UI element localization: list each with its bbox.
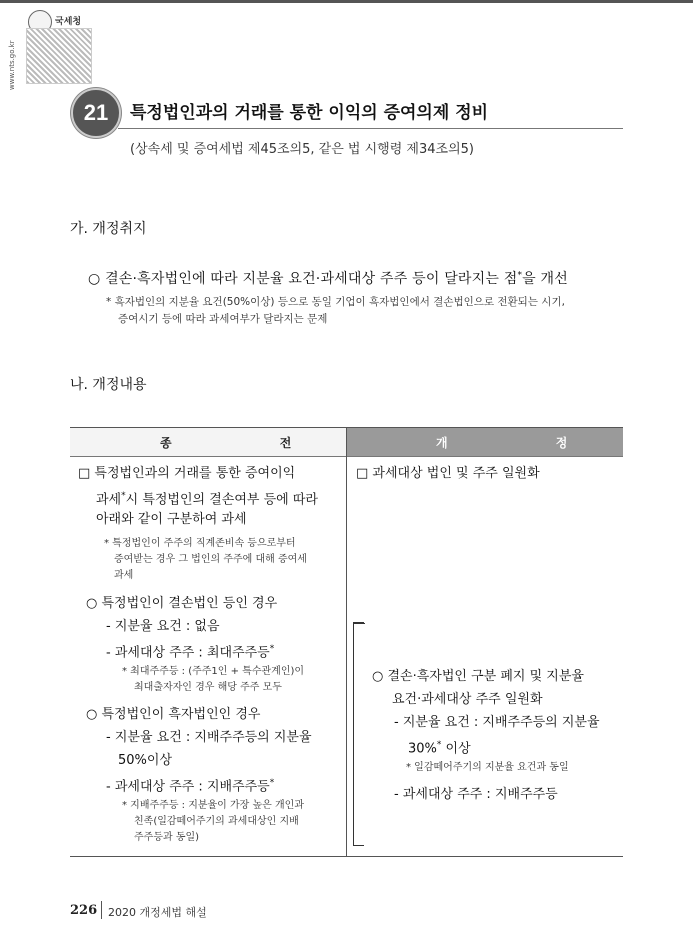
loss-ratio: - 지분율 요건 : 없음 <box>106 619 220 634</box>
purpose-note-1: * 흑자법인의 지분율 요건(50%이상) 등으로 동일 기업이 흑자법인에서 결손법인으로 전환되는 시기, <box>106 296 565 308</box>
before-line-2: 과세*시 특정법인의 결손여부 등에 따라 <box>96 491 318 508</box>
loss-target: - 과세대상 주주 : 최대주주등* <box>106 644 275 661</box>
section-number-badge: 21 <box>71 88 121 138</box>
profit-note-3: 주주등과 동일) <box>134 832 200 843</box>
after-bullet-2: 요건·과세대상 주주 일원화 <box>392 692 543 707</box>
section-title: 특정법인과의 거래를 통한 이익의 증여의제 정비 <box>130 103 489 123</box>
purpose-bullet: ○ 결손·흑자법인에 따라 지분율 요건·과세대상 주주 등이 달라지는 점*을 개선 <box>88 270 568 287</box>
column-divider <box>346 428 347 856</box>
qr-code <box>26 28 92 84</box>
footer-title: 2020 개정세법 해설 <box>108 906 207 919</box>
top-border <box>0 0 693 3</box>
agency-url: www.nts.go.kr <box>8 40 16 90</box>
before-line-3: 아래와 같이 구분하여 과세 <box>96 512 247 527</box>
title-underline <box>118 128 623 129</box>
after-target: - 과세대상 주주 : 지배주주등 <box>394 787 558 802</box>
before-line-1: □ 특정법인과의 거래를 통한 증여이익 <box>78 466 296 481</box>
page-number: 226 <box>70 903 98 918</box>
before-note-2: 증여받는 경우 그 법인의 주주에 대해 증여세 <box>114 554 307 565</box>
header-label-before: 종 전 <box>160 436 344 450</box>
profit-title: ○ 특정법인이 흑자법인인 경우 <box>86 707 261 722</box>
footer-divider <box>101 901 102 919</box>
loss-note-1: * 최대주주등 : (주주1인 + 특수관계인)이 <box>122 666 305 677</box>
table-bottom-rule <box>70 856 623 857</box>
content-heading: 나. 개정내용 <box>70 377 147 393</box>
agency-name: 국세청 <box>55 17 82 27</box>
profit-note-2: 친족(일감떼어주기의 과세대상인 지배 <box>134 816 299 827</box>
header-label-after: 개 정 <box>436 436 620 450</box>
section-subtitle: (상속세 및 증여세법 제45조의5, 같은 법 시행령 제34조의5) <box>130 142 474 157</box>
after-ratio-2: 30%* 이상 <box>408 740 471 757</box>
purpose-heading: 가. 개정취지 <box>70 221 147 237</box>
before-note-1: * 특정법인이 주주의 직계존비속 등으로부터 <box>104 538 296 549</box>
profit-note-1: * 지배주주등 : 지분율이 가장 높은 개인과 <box>122 800 305 811</box>
profit-target: - 과세대상 주주 : 지배주주등* <box>106 778 275 795</box>
after-line-1: □ 과세대상 법인 및 주주 일원화 <box>356 466 540 481</box>
loss-note-2: 최대출자자인 경우 해당 주주 모두 <box>134 682 282 693</box>
profit-ratio-1: - 지분율 요건 : 지배주주등의 지분율 <box>106 730 312 745</box>
before-note-3: 과세 <box>114 570 134 581</box>
loss-title: ○ 특정법인이 결손법인 등인 경우 <box>86 596 278 611</box>
profit-ratio-2: 50%이상 <box>118 753 173 768</box>
bracket <box>353 622 364 846</box>
after-bullet-1: ○ 결손·흑자법인 구분 폐지 및 지분율 <box>372 669 584 684</box>
purpose-note-2: 증여시기 등에 따라 과세여부가 달라지는 문제 <box>118 313 328 325</box>
after-ratio-1: - 지분율 요건 : 지배주주등의 지분율 <box>394 715 600 730</box>
after-ratio-note: * 일감떼어주기의 지분율 요건과 동일 <box>406 762 569 773</box>
